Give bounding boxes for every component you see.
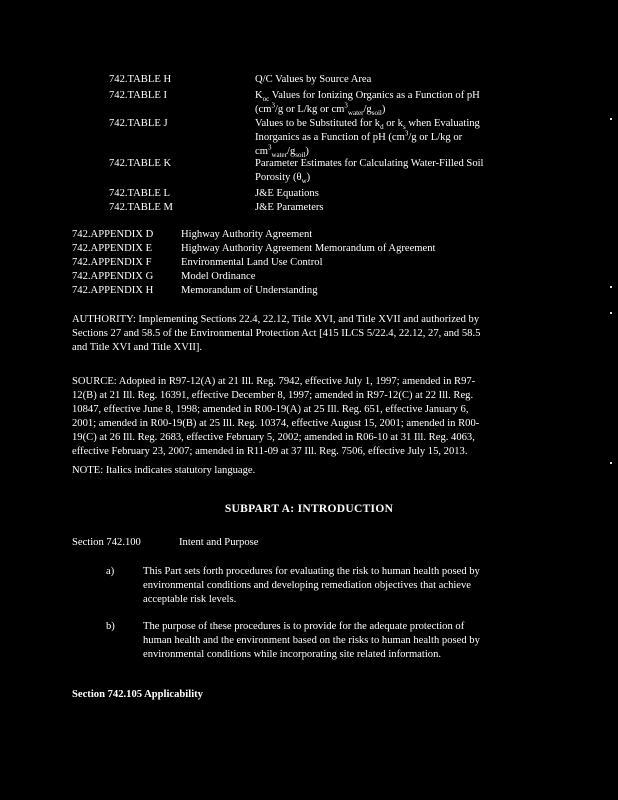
authority-line: and Title XVI and Title XVII].: [72, 342, 203, 353]
appendix-id: 742.APPENDIX H: [72, 285, 154, 296]
appendix-title: Environmental Land Use Control: [181, 257, 323, 268]
italics-note: NOTE: Italics indicates statutory language.: [72, 465, 256, 476]
section-number: Section 742.100: [72, 537, 141, 548]
authority-line: Sections 27 and 58.5 of the Environmental Protection Act [415 ILCS 5/22.4, 22.12, 27, and 58.5: [72, 328, 481, 339]
appendix-title: Model Ordinance: [181, 271, 256, 282]
table-id: 742.TABLE H: [109, 74, 172, 85]
appendix-id: 742.APPENDIX E: [72, 243, 153, 254]
item-text: This Part sets forth procedures for evaluating the risk to human health posed by environmental conditions and developing remediation objectives that achieve acceptable risk levels.: [143, 566, 480, 605]
appendix-id: 742.APPENDIX G: [72, 271, 154, 282]
table-id: 742.TABLE I: [109, 90, 167, 101]
table-title: J&E Equations: [255, 188, 319, 199]
item-letter: a): [106, 566, 115, 577]
source-line: 10847, effective June 8, 1998; amended in R00-19(A) at 25 Ill. Reg. 651, effective January 6,: [72, 404, 469, 415]
table-title: J&E Parameters: [255, 202, 324, 213]
authority-line: AUTHORITY: Implementing Sections 22.4, 22.12, Title XVI, and Title XVII and authorized by: [72, 314, 480, 325]
source-line: effective February 23, 2007; amended in R11-09 at 37 Ill. Reg. 7506, effective July 15, 2013.: [72, 446, 468, 457]
scan-artifact: [610, 312, 612, 314]
authority-note: [72, 313, 542, 355]
source-line: 19(C) at 26 Ill. Reg. 2683, effective February 5, 2002; amended in R06-10 at 31 Ill. Reg. 4063,: [72, 432, 475, 443]
appendix-id: 742.APPENDIX F: [72, 257, 152, 268]
table-title: Q/C Values by Source Area: [255, 74, 372, 85]
appendix-id: 742.APPENDIX D: [72, 229, 154, 240]
source-line: 2001; amended in R00-19(B) at 25 Ill. Reg. 10374, effective August 15, 2001; amended in R00-: [72, 418, 480, 429]
source-note: [72, 375, 542, 459]
table-id: 742.TABLE J: [109, 118, 168, 129]
subpart-heading: SUBPART A: INTRODUCTION: [224, 503, 394, 515]
appendix-list-item: [72, 256, 542, 270]
section-title: Intent and Purpose: [179, 537, 259, 548]
appendix-list-item: [72, 228, 542, 242]
appendix-title: Highway Authority Agreement: [181, 229, 313, 240]
source-line: SOURCE: Adopted in R97-12(A) at 21 Ill. Reg. 7942, effective July 1, 1997; amended in R97-: [72, 376, 476, 387]
appendix-list-item: [72, 242, 542, 256]
scan-artifact: [610, 462, 612, 464]
item-text: The purpose of these procedures is to provide for the adequate protection of human health and the environment based on the risks to human health posed by environmental conditions while incorporating site related information.: [143, 621, 480, 660]
scan-artifact: [610, 118, 612, 120]
table-id: 742.TABLE K: [109, 158, 172, 169]
scan-artifact: [610, 286, 612, 288]
appendix-list-item: [72, 284, 542, 298]
table-title: Values to be Substituted for $k_d$ or $k_s$ when Evaluating Inorganics as a Function of pH ($cm^3/g$ or L/kg or $cm^3_{water}/g_{soil}$): [255, 118, 480, 160]
appendix-title: Highway Authority Agreement Memorandum of Agreement: [181, 243, 436, 254]
appendix-title: Memorandum of Understanding: [181, 285, 318, 296]
section-105-header: Section 742.105 Applicability: [72, 689, 203, 700]
table-id: 742.TABLE M: [109, 202, 173, 213]
table-title: $K_{oc}$ Values for Ionizing Organics as a Function of pH ($cm^3/g$ or L/kg or $cm^3_{water}/g_{soil}$): [255, 90, 480, 118]
table-id: 742.TABLE L: [109, 188, 170, 199]
source-line: 12(B) at 21 Ill. Reg. 16391, effective December 8, 1997; amended in R97-12(C) at 22 Ill. Reg.: [72, 390, 474, 401]
appendix-list-item: [72, 270, 542, 284]
table-title: Parameter Estimates for Calculating Water-Filled Soil Porosity $(\theta_w)$: [255, 158, 484, 186]
item-letter: b): [106, 621, 115, 632]
